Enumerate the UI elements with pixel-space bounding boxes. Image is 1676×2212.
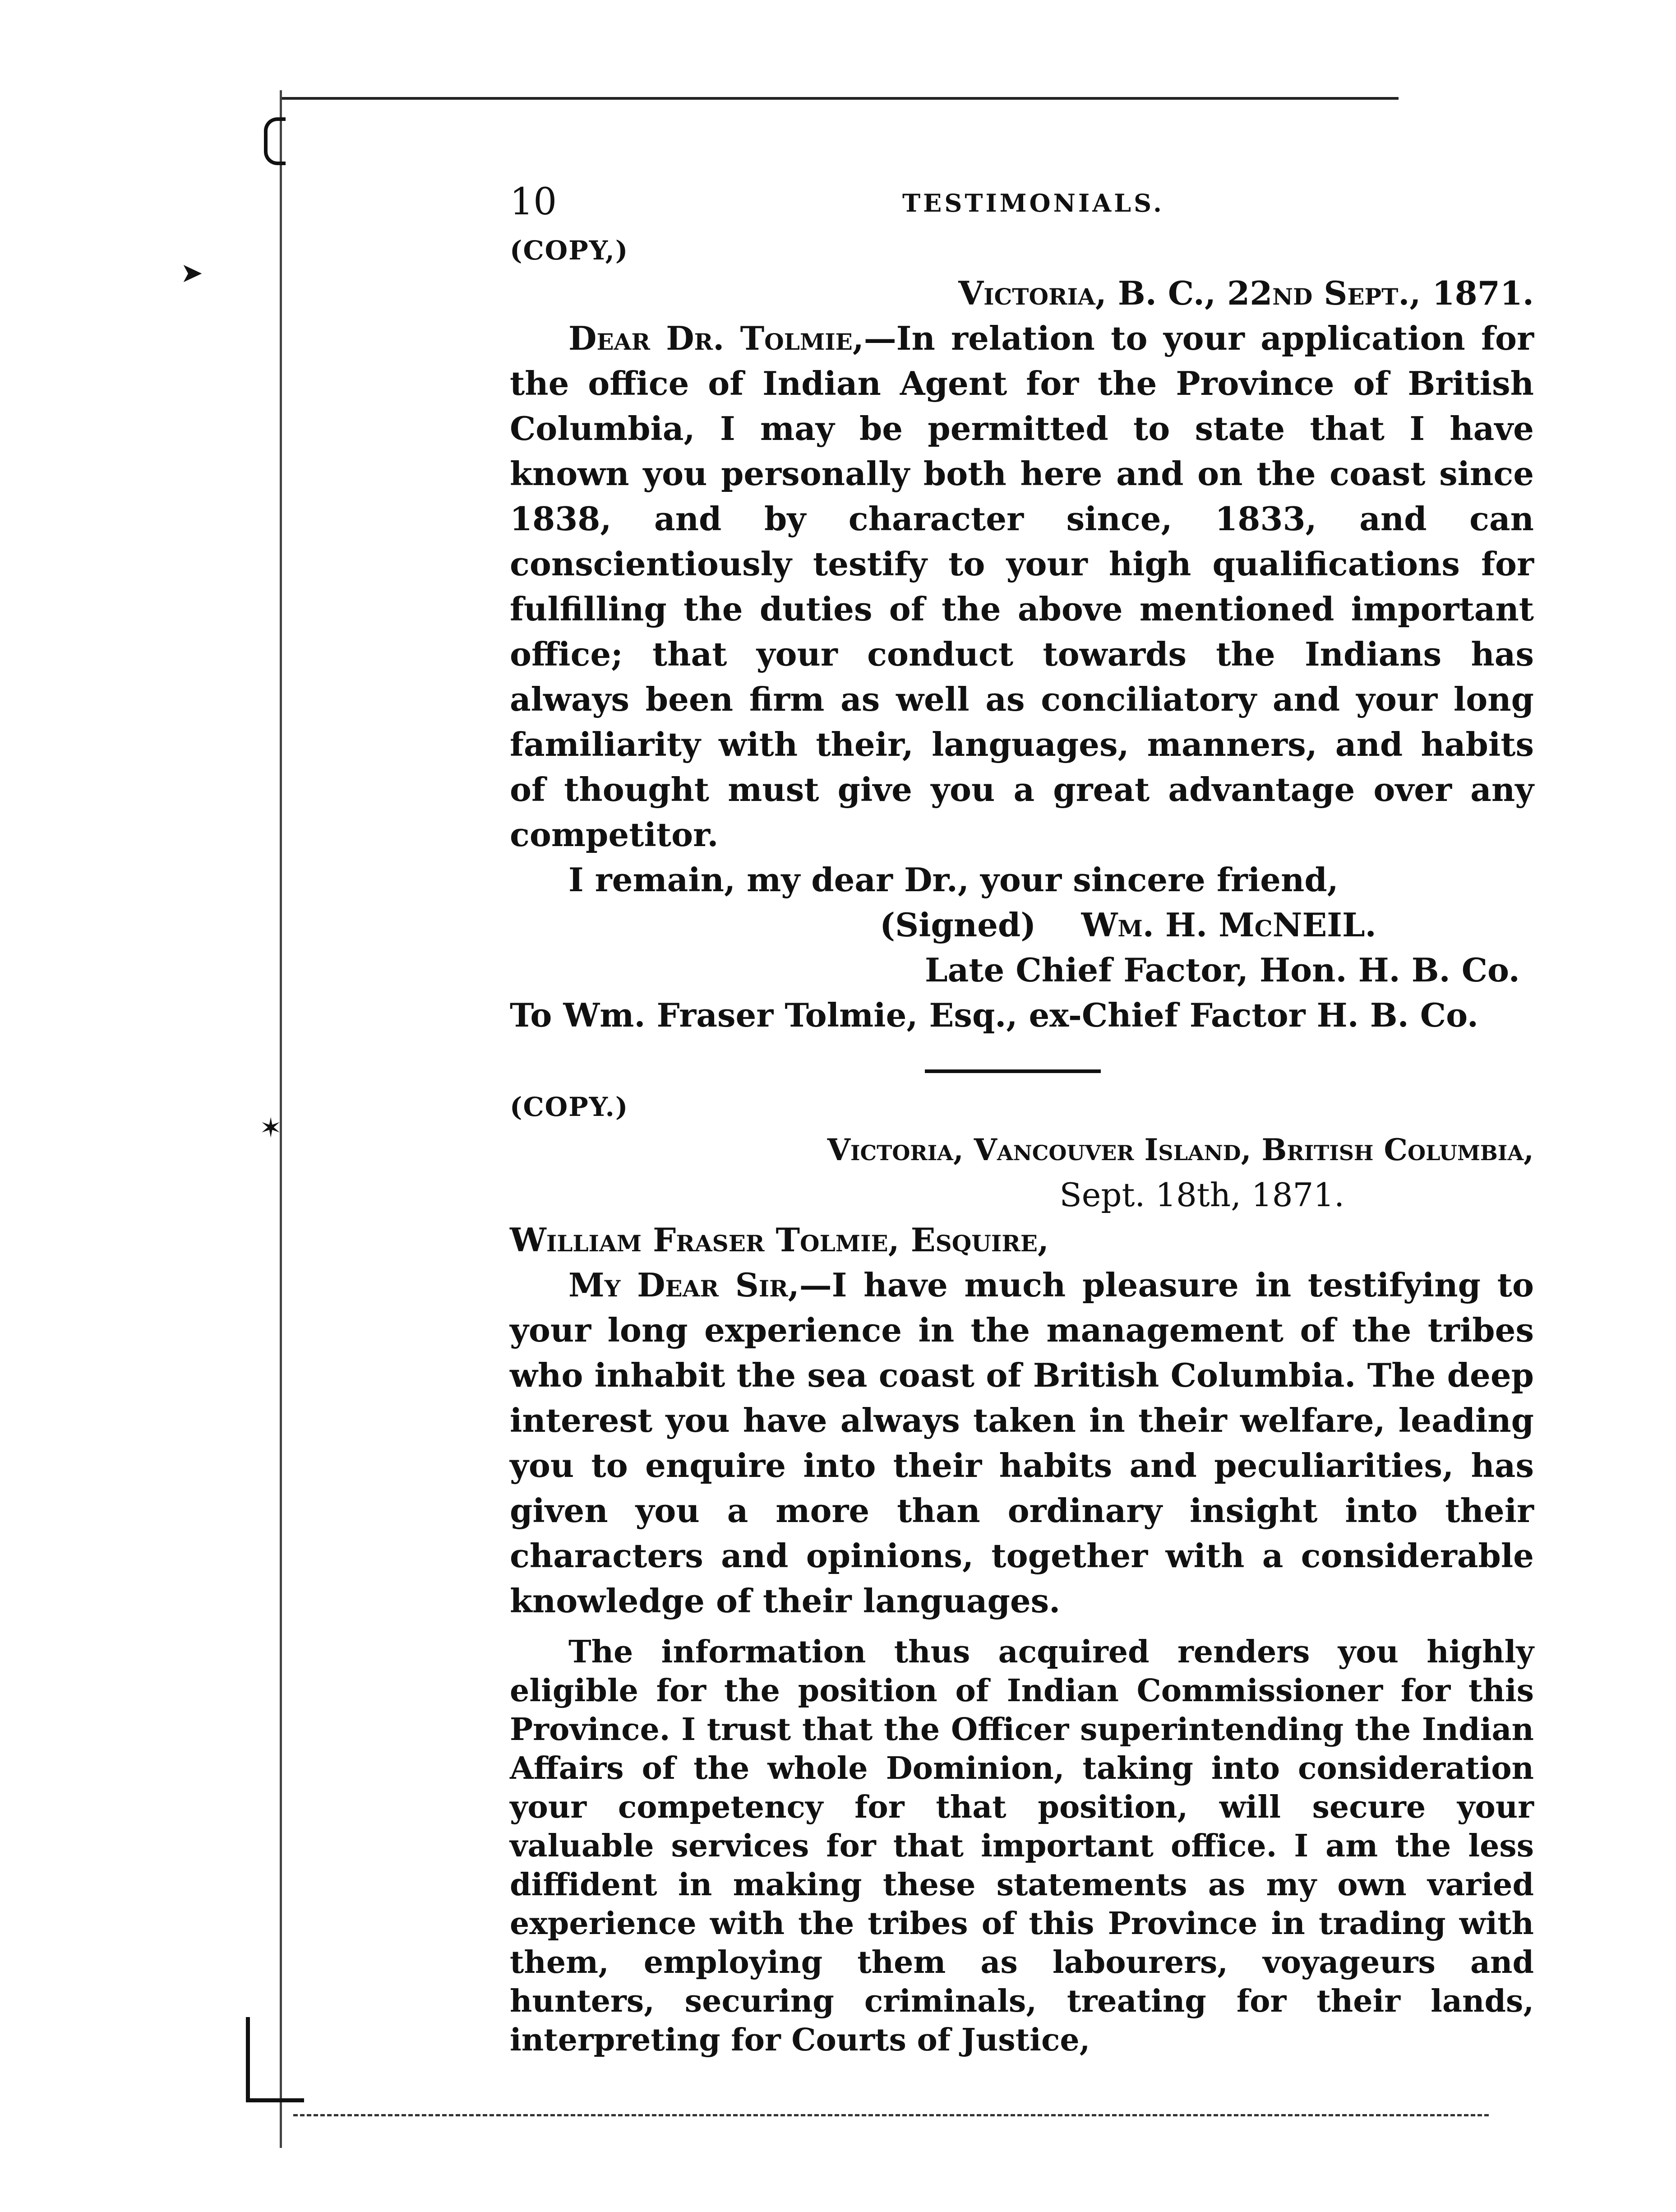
binding-bracket-top	[264, 117, 286, 165]
margin-arrow-icon: ➤	[180, 257, 203, 289]
running-head-title: TESTIMONIALS.	[902, 189, 1164, 217]
signed-label: (Signed)	[880, 906, 1036, 944]
letter-body	[510, 316, 1534, 857]
letter-closing: I remain, my dear Dr., your sincere friend,	[568, 861, 1339, 899]
letter-signature	[880, 902, 1534, 948]
letter-dateline: Victoria, B. C., 22nd Sept., 1871.	[958, 274, 1534, 312]
letter-second	[510, 1087, 1534, 2059]
signer-title: Late Chief Factor, Hon. H. B. Co.	[925, 951, 1520, 989]
signer-name: Wm. H. McNEIL.	[1081, 906, 1376, 944]
letter-mcneil	[510, 230, 1534, 1038]
copy-label: (COPY,)	[510, 235, 629, 266]
letter-dateline-place: Victoria, Vancouver Island, British Columbia,	[827, 1132, 1534, 1167]
book-page	[510, 180, 1534, 2059]
letter-paragraph-1-text: —I have much pleasure in testifying to your long experience in the management of the tribes who inhabit the sea coast of British Columbia. The deep interest you have always taken in their welfare, leading you to enquire into their habits and peculiarities, has given you a more than ordinary insight into their characters and opinions, together with a considerable knowledge of their languages.	[510, 1266, 1534, 1620]
running-head	[510, 180, 1534, 230]
page-number: 10	[510, 180, 557, 223]
margin-star-icon: ✶	[259, 1112, 282, 1144]
letter-dateline-date: Sept. 18th, 1871.	[1059, 1176, 1344, 1214]
section-divider	[925, 1069, 1101, 1073]
letter-paragraph-1	[510, 1263, 1534, 1624]
letter-body-text: —In relation to your application for the office of Indian Agent for the Province of British Columbia, I may be permitted to state that I have known you personally both here and on the coast since 1838, and by character since, 1833, and can conscientiously testify to your high qualifications for fulfilling the duties of the above mentioned important office; that your conduct towards the Indians has always been firm as well as conciliatory and your long familiarity with their, languages, manners, and habits of thought must give you a great advantage over any competitor.	[510, 319, 1534, 854]
scan-frame-bottom	[293, 2114, 1489, 2116]
letter-addressee: William Fraser Tolmie, Esquire,	[510, 1221, 1049, 1259]
binding-bracket-bottom	[246, 2017, 304, 2102]
letter-addressee: To Wm. Fraser Tolmie, Esq., ex-Chief Factor H. B. Co.	[510, 996, 1478, 1034]
scan-frame-top	[280, 97, 1399, 100]
letter-paragraph-2: The information thus acquired renders you highly eligible for the position of Indian Commissioner for this Province. I trust that the Officer superintending the Indian Affairs of the whole Dominion, taking into consideration your competency for that position, will secure your valuable services for that important office. I am the less diffident in making these statements as my own varied experience with the tribes of this Province in trading with them, employing them as labourers, voyageurs and hunters, securing criminals, treating for their lands, interpreting for Courts of Justice,	[510, 1634, 1534, 2058]
letter-salutation: My Dear Sir,	[568, 1266, 799, 1304]
letter-salutation: Dear Dr. Tolmie,	[568, 319, 864, 357]
copy-label: (COPY.)	[510, 1092, 629, 1122]
